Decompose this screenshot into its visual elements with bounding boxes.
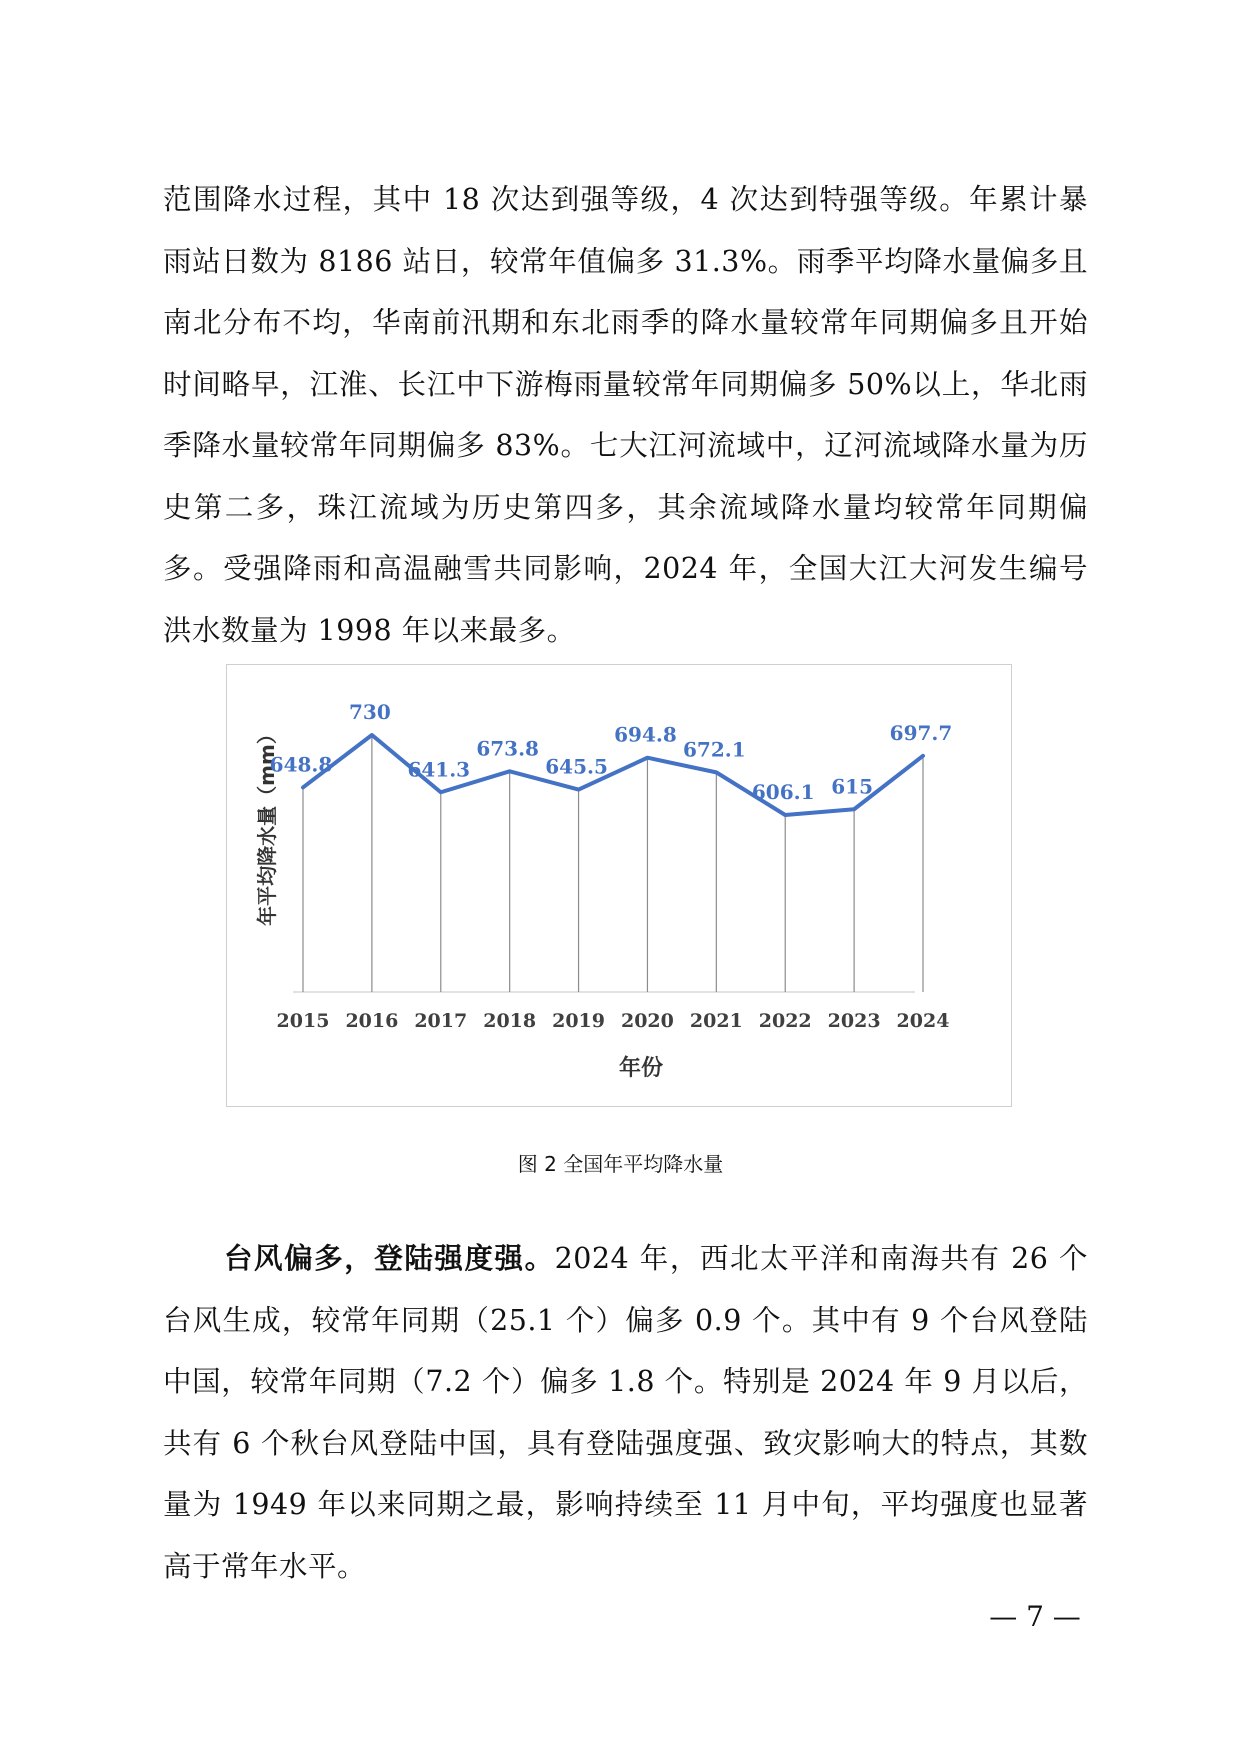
x-tick-label: 2015 bbox=[276, 1010, 330, 1032]
body-paragraph-rainfall: 范围降水过程，其中 18 次达到强等级，4 次达到特强等级。年累计暴雨站日数为 8186 站日，较常年值偏多 31.3%。雨季平均降水量偏多且南北分布不均，华南前汛期和东北雨季的降水量较常年同期偏多且开始时间略早，江淮、长江中下游梅雨量较常年同期偏多 50%以上，华北雨季降水量较常年同期偏多 83%。七大江河流域中，辽河流域降水量为历史第二多，珠江流域为历史第四多，其余流域降水量均较常年同期偏多。受强降雨和高温融雪共同影响，2024 年，全国大江大河发生编号洪水数量为 1998 年以来最多。 bbox=[163, 183, 1088, 647]
x-tick-label: 2019 bbox=[552, 1010, 606, 1032]
x-tick-label: 2023 bbox=[827, 1010, 881, 1032]
data-label: 641.3 bbox=[407, 757, 471, 782]
data-label: 673.8 bbox=[476, 736, 539, 761]
y-axis-label: 年平均降水量（mm） bbox=[255, 724, 279, 926]
data-label: 672.1 bbox=[683, 737, 746, 762]
x-tick-label: 2017 bbox=[414, 1010, 468, 1032]
body-paragraph-typhoon bbox=[163, 1228, 1088, 1597]
paragraph-lead: 台风偏多，登陆强度强。 bbox=[224, 1242, 555, 1275]
figure-caption: 图 2 全国年平均降水量 bbox=[517, 1152, 724, 1176]
x-tick-label: 2024 bbox=[896, 1010, 950, 1032]
data-label: 645.5 bbox=[545, 754, 608, 779]
data-label: 730 bbox=[349, 700, 391, 724]
data-label: 694.8 bbox=[614, 722, 677, 747]
x-tick-label: 2020 bbox=[620, 1010, 674, 1032]
page-number: — 7 — bbox=[989, 1600, 1081, 1633]
paragraph-body: 2024 年，西北太平洋和南海共有 26 个台风生成，较常年同期（25.1 个）偏多 0.9 个。其中有 9 个台风登陆中国，较常年同期（7.2 个）偏多 1.8 个。特别是 2024 年 9 月以后，共有 6 个秋台风登陆中国，具有登陆强度强、致灾影响大的特点，其数量为 1949 年以来同期之最，影响持续至 11 月中旬，平均强度也显著高于常年水平。 bbox=[163, 1242, 1088, 1583]
data-label: 615 bbox=[831, 774, 873, 799]
data-label: 697.7 bbox=[889, 720, 953, 745]
x-tick-label: 2022 bbox=[758, 1010, 812, 1032]
data-label: 648.8 bbox=[269, 752, 333, 777]
series-line bbox=[303, 735, 923, 815]
x-axis-label: 年份 bbox=[618, 1056, 664, 1081]
data-label: 606.1 bbox=[751, 780, 815, 804]
precipitation-chart bbox=[226, 664, 1012, 1107]
x-tick-label: 2018 bbox=[483, 1010, 537, 1032]
chart-canvas bbox=[227, 665, 1013, 1108]
x-tick-label: 2021 bbox=[689, 1010, 743, 1032]
x-tick-label: 2016 bbox=[345, 1010, 399, 1032]
